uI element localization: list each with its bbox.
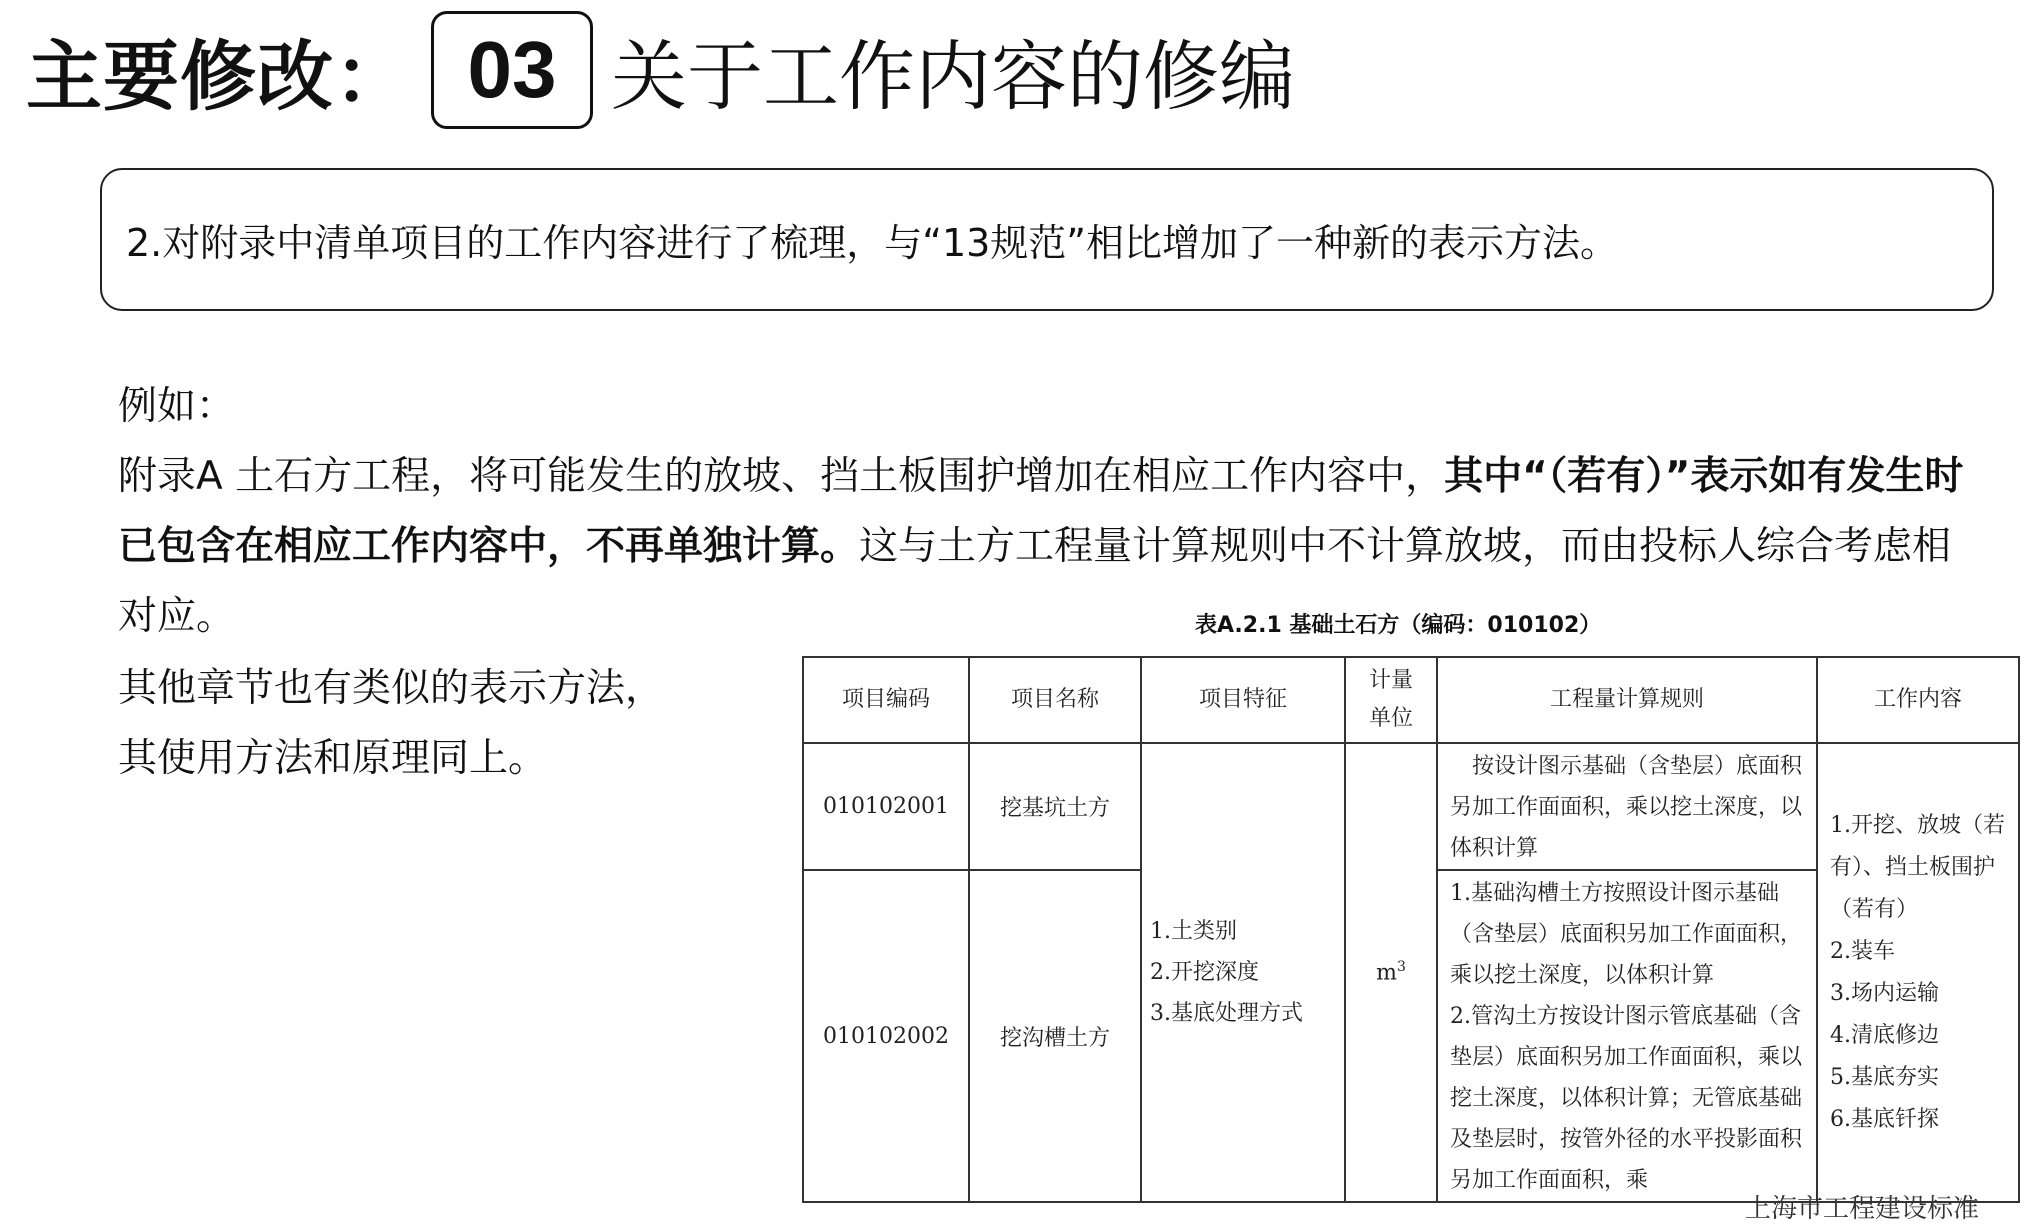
side-note-line-1: 其他章节也有类似的表示方法， [118,666,665,711]
table-caption: 表A.2.1 基础土石方（编码：010102） [1195,613,1602,638]
summary-callout [100,168,1994,311]
cell-code: 010102001 [803,743,969,870]
header-code: 项目编码 [803,657,969,743]
page-title [26,14,1295,126]
clipped-footer-text: 上海市工程建设标准 [1745,1194,1980,1224]
example-paragraph [118,442,1988,652]
cell-code: 010102002 [803,870,969,1202]
cell-name: 挖沟槽土方 [969,870,1141,1202]
table-header-row [803,657,2019,743]
header-work: 工作内容 [1817,657,2019,743]
table-row [803,743,2019,870]
paragraph-normal-1: 附录A 土石方工程，将可能发生的放坡、挡土板围护增加在相应工作内容中， [118,454,1445,499]
title-prefix: 主要修改： [26,31,411,121]
header-features: 项目特征 [1141,657,1345,743]
title-text: 关于工作内容的修编 [611,31,1295,121]
callout-text: 2.对附录中清单项目的工作内容进行了梳理，与“13规范”相比增加了一种新的表示方法。 [126,221,1618,265]
body-text [118,372,1988,652]
cell-unit: $m^3$ [1345,743,1437,1202]
cell-rule-2: 1.基础沟槽土方按照设计图示基础（含垫层）底面积另加工作面面积，乘以挖土深度，以体积计算 2.管沟土方按设计图示管底基础（含垫层）底面积另加工作面面积，乘以挖土深度，以体积计算；无管底基础及垫层时，按管外径的水平投影面积另加工作面面积，乘 [1437,870,1817,1202]
cell-rule-1: 按设计图示基础（含垫层）底面积另加工作面面积，乘以挖土深度，以体积计算 [1437,743,1817,870]
header-unit: 计量 单位 [1345,657,1437,743]
cell-name: 挖基坑土方 [969,743,1141,870]
paragraph-normal-2: 这与土方工程量计算规则中不计算放坡，而由投标人综合考虑相对应。 [118,524,1952,639]
intro-text: 例如： [118,384,236,429]
section-number-badge: 03 [431,11,593,129]
cell-work: 1.开挖、放坡（若有）、挡土板围护（若有） 2.装车 3.场内运输 4.清底修边 5.基底夯实 6.基底钎探 [1817,743,2019,1202]
header-rule: 工程量计算规则 [1437,657,1817,743]
header-name: 项目名称 [969,657,1141,743]
side-note-line-2: 其使用方法和原理同上。 [118,736,548,781]
paragraph-bold: 其中“（若有）”表示如有发生时已包含在相应工作内容中，不再单独计算。 [118,454,1964,569]
side-notes [118,654,664,794]
cell-features: 1.土类别 2.开挖深度 3.基底处理方式 [1141,743,1345,1202]
